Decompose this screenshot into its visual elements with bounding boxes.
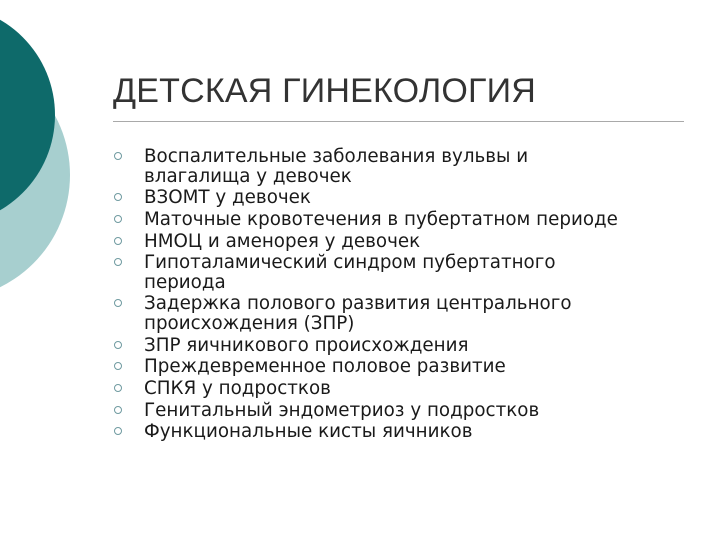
list-item <box>113 294 713 333</box>
hollow-circle-icon <box>114 299 122 307</box>
hollow-circle-icon <box>114 215 122 223</box>
hollow-circle-icon <box>114 406 122 414</box>
list-item-line: Преждевременное половое развитие <box>144 356 506 378</box>
list-item-line: Функциональные кисты яичников <box>144 421 473 443</box>
title-divider <box>113 121 684 122</box>
list-item <box>113 210 713 230</box>
list-item <box>113 379 713 399</box>
list-item <box>113 232 713 252</box>
list-item <box>113 401 713 421</box>
list-item-line: периода <box>144 271 226 293</box>
topic-list <box>113 147 713 444</box>
hollow-circle-icon <box>114 384 122 392</box>
hollow-circle-icon <box>114 193 122 201</box>
hollow-circle-icon <box>114 362 122 370</box>
list-item <box>113 188 713 208</box>
list-item-line: происхождения (ЗПР) <box>144 312 355 334</box>
list-item-line: Задержка полового развития центрального <box>144 293 572 315</box>
slide-title: ДЕТСКАЯ ГИНЕКОЛОГИЯ <box>113 72 537 110</box>
list-item <box>113 253 713 292</box>
list-item-line: СПКЯ у подростков <box>144 378 331 399</box>
hollow-circle-icon <box>114 427 122 435</box>
list-item-line: НМОЦ и аменорея у девочек <box>144 230 421 252</box>
hollow-circle-icon <box>114 152 122 160</box>
hollow-circle-icon <box>114 237 122 245</box>
list-item-line: ЗПР яичникового происхождения <box>144 334 469 356</box>
list-item-line: Генитальный эндометриоз у подростков <box>144 399 540 421</box>
list-item <box>113 422 713 442</box>
hollow-circle-icon <box>114 341 122 349</box>
list-item-line: ВЗОМТ у девочек <box>144 187 311 209</box>
list-item-line: Воспалительные заболевания вульвы и <box>144 146 529 167</box>
decorative-circles <box>0 0 130 300</box>
list-item-line: Маточные кровотечения в пубертатном периоде <box>144 208 618 230</box>
list-item <box>113 336 713 356</box>
hollow-circle-icon <box>114 258 122 266</box>
list-item-line: влагалища у девочек <box>144 165 352 187</box>
list-item <box>113 357 713 377</box>
list-item-line: Гипоталамический синдром пубертатного <box>144 252 556 274</box>
list-item <box>113 147 713 186</box>
